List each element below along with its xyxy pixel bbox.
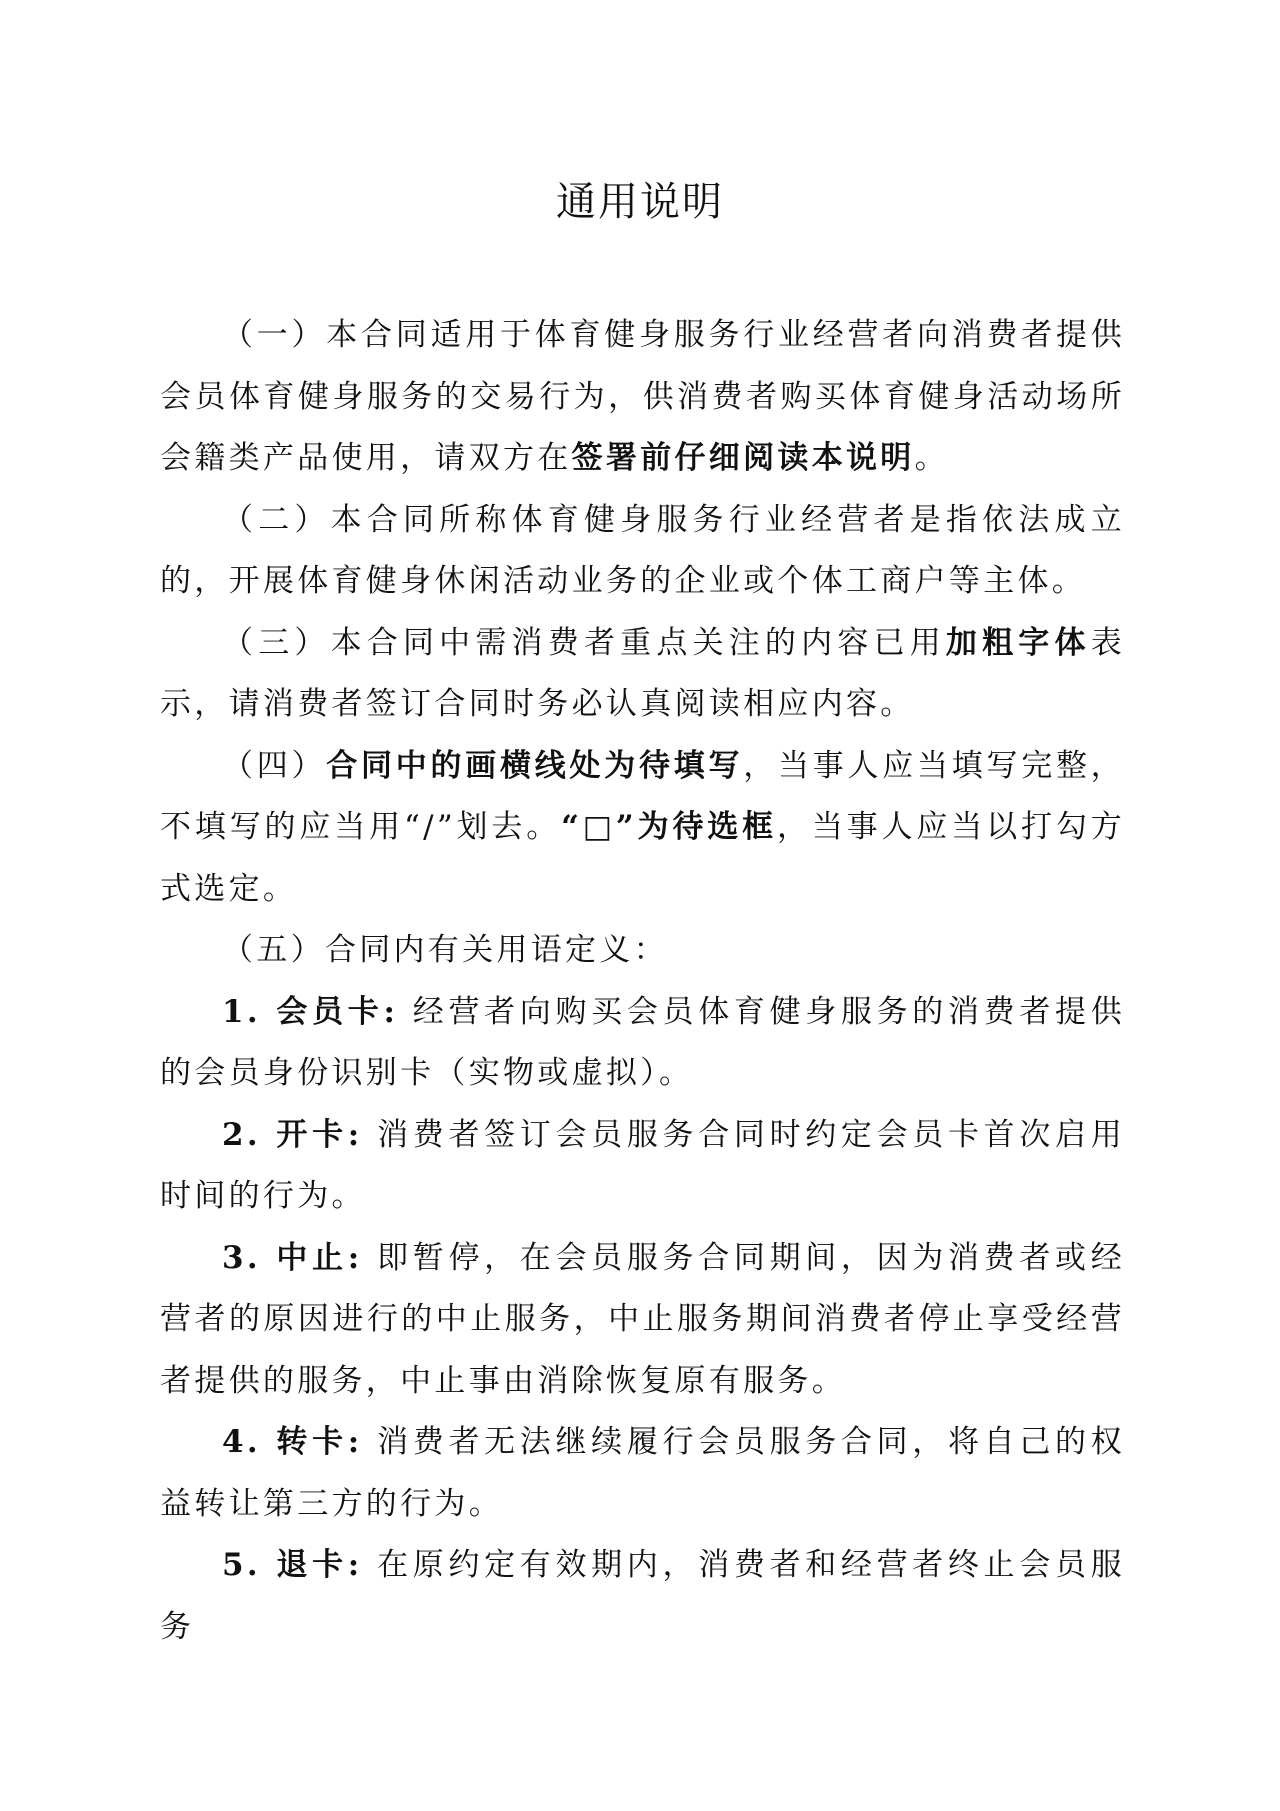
definition-suspension [160, 1228, 1125, 1413]
paragraph-4 [160, 736, 1125, 921]
bold-segment: 合同中的画横线处为待填写 [326, 747, 744, 784]
paragraph-2 [160, 490, 1125, 613]
term-label: 1. 会员卡: [222, 993, 399, 1030]
bold-segment: 签署前仔细阅读本说明 [571, 440, 915, 476]
term-definition: 消费者无法继续履行会员服务合同，将自己的权益转让第三方的行为。 [160, 1424, 1125, 1522]
text-segment: 表示，请消费者签订合同时务必认真阅读相应内容。 [160, 624, 1125, 722]
bold-segment: “□”为待选框 [561, 809, 778, 845]
text-segment: 。 [914, 440, 949, 476]
term-label: 3. 中止: [222, 1239, 363, 1276]
term-definition: 经营者向购买会员体育健身服务的消费者提供的会员身份识别卡（实物或虚拟）。 [160, 993, 1126, 1091]
term-label: 4. 转卡: [222, 1424, 363, 1460]
text-segment: （五）合同内有关用语定义： [222, 932, 668, 968]
term-definition: 即暂停，在会员服务合同期间，因为消费者或经营者的原因进行的中止服务，中止服务期间消费者停止享受经营者提供的服务，中止事由消除恢复原有服务。 [160, 1239, 1125, 1399]
paragraph-1 [160, 305, 1125, 490]
text-segment: （一）本合同适用于体育健身服务行业经营者向消费者提供会员体育健身服务的交易行为，供消费者购买体育健身活动场所会籍类产品使用，请双方在 [160, 317, 1125, 476]
text-segment: （二）本合同所称体育健身服务行业经营者是指依法成立的，开展体育健身休闲活动业务的企业或个体工商户等主体。 [160, 501, 1125, 599]
paragraph-3 [160, 613, 1125, 736]
text-segment: ，当事人应当填写完整，不填写的应当用“/”划去。 [160, 747, 1125, 845]
bold-segment: 加粗字体 [945, 624, 1091, 661]
definition-card-transfer [160, 1412, 1125, 1535]
text-segment: （三）本合同中需消费者重点关注的内容已用 [222, 624, 946, 661]
term-definition: 在原约定有效期内，消费者和经营者终止会员服务 [160, 1547, 1125, 1645]
page-title: 通用说明 [556, 179, 724, 225]
term-label: 5. 退卡: [222, 1547, 363, 1583]
definition-card-activation [160, 1105, 1125, 1228]
document-body [160, 305, 1125, 1658]
definition-card-refund [160, 1535, 1125, 1658]
definition-membership-card [160, 982, 1125, 1105]
term-definition: 消费者签订会员服务合同时约定会员卡首次启用时间的行为。 [160, 1116, 1125, 1214]
paragraph-5 [160, 920, 1125, 982]
text-segment: ，当事人应当以打勾方式选定。 [160, 809, 1125, 907]
text-segment: （四） [222, 747, 327, 784]
term-label: 2. 开卡: [222, 1116, 363, 1153]
